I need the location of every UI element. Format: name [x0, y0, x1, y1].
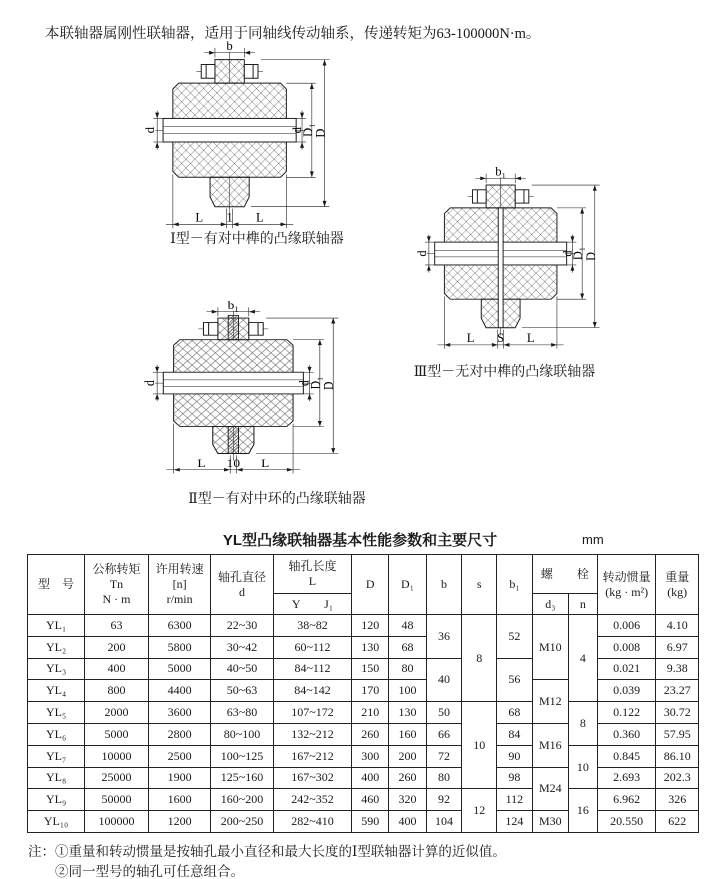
dim-label-d-right: d	[296, 380, 312, 387]
table-cell: 150	[352, 658, 389, 680]
table-cell: 72	[426, 745, 462, 767]
table-cell: 0.006	[597, 615, 655, 637]
table-cell: 112	[496, 789, 532, 811]
table-cell: 12	[462, 789, 497, 833]
table-cell: 300	[352, 745, 389, 767]
table-row	[28, 789, 699, 811]
table-cell: M30	[532, 811, 568, 833]
table-body	[28, 615, 699, 833]
table-cell: 3600	[148, 702, 210, 724]
table-cell: 1900	[148, 767, 210, 789]
type2-coupling-drawing	[118, 300, 360, 486]
table-cell: 400	[85, 658, 149, 680]
table-cell: 30.72	[656, 702, 699, 724]
dim-label-D: D	[313, 128, 328, 138]
table-cell: YL₇	[28, 745, 85, 767]
table-cell: 125~160	[211, 767, 273, 789]
table-cell: 16	[568, 789, 597, 833]
dim-label-mid: S	[497, 331, 505, 345]
table-cell: 120	[352, 615, 389, 637]
table-cell: 6300	[148, 615, 210, 637]
table-cell: YL₂	[28, 636, 85, 658]
caption-type-3: Ⅲ型－无对中榫的凸缘联轴器	[413, 365, 596, 380]
table-row	[28, 723, 699, 745]
table-cell: YL₅	[28, 702, 85, 724]
table-row	[28, 658, 699, 680]
table-cell: 107~172	[273, 702, 351, 724]
unit-label: mm	[582, 532, 604, 547]
drawing-type-1	[120, 40, 350, 242]
table-cell: 9.38	[656, 658, 699, 680]
header-cell: D₁	[389, 555, 426, 615]
header-cell: 螺 栓	[532, 555, 597, 594]
table-cell: M10	[532, 615, 568, 680]
table-cell: YL₃	[28, 658, 85, 680]
table-cell: 52	[496, 615, 532, 659]
header-cell: 轴孔直径 d	[211, 555, 273, 615]
note-prefix: 注：	[28, 844, 55, 859]
table-row	[28, 702, 699, 724]
note-item-2: ②同一型号的轴孔可任意组合。	[55, 863, 244, 879]
table-cell: M12	[532, 680, 568, 724]
dim-label-d-left: d	[142, 380, 158, 387]
table-cell: 132~212	[273, 723, 351, 745]
table-cell: 460	[352, 789, 389, 811]
table-cell: 84	[496, 723, 532, 745]
drawing-type-2	[118, 300, 360, 486]
table-cell: 80	[426, 767, 462, 789]
table-cell: M16	[532, 723, 568, 767]
table-cell: 200	[85, 636, 149, 658]
dim-label-L-left: L	[197, 456, 206, 470]
dim-label-d1: D₁	[571, 246, 586, 261]
table-cell: 200~250	[211, 811, 273, 833]
table-cell: 80	[389, 658, 426, 680]
dim-label-d1: D₁	[308, 376, 324, 390]
dim-label-L-right: L	[526, 331, 535, 345]
table-cell: 5800	[148, 636, 210, 658]
table-cell: 50000	[85, 789, 149, 811]
drawing-type-3	[392, 166, 620, 362]
spec-table	[27, 554, 699, 833]
table-cell: 4400	[148, 680, 210, 702]
table-row	[28, 811, 699, 833]
table-cell: 100	[389, 680, 426, 702]
table-cell: 57.95	[656, 723, 699, 745]
dim-label-D: D	[583, 251, 598, 261]
table-cell: 800	[85, 680, 149, 702]
table-cell: 622	[656, 811, 699, 833]
caption-type-2: Ⅱ型－有对中环的凸缘联轴器	[188, 492, 366, 507]
table-cell: 260	[389, 767, 426, 789]
dim-label-L-right: L	[256, 210, 264, 225]
table-cell: 100~125	[211, 745, 273, 767]
table-cell: 260	[352, 723, 389, 745]
header-cell: 型 号	[28, 555, 85, 615]
table-cell: 2000	[85, 702, 149, 724]
dim-label-L-left: L	[195, 210, 204, 225]
table-cell: 170	[352, 680, 389, 702]
table-cell: 66	[426, 723, 462, 745]
table-cell: 40~50	[211, 658, 273, 680]
table-title: YL型凸缘联轴器基本性能参数和主要尺寸	[222, 532, 498, 549]
table-header	[28, 555, 699, 615]
table-cell: 86.10	[656, 745, 699, 767]
table-cell: 2800	[148, 723, 210, 745]
header-subcell: Y J₁	[273, 594, 351, 615]
table-cell: 0.008	[597, 636, 655, 658]
header-cell: 许用转速 [n] r/min	[148, 555, 210, 615]
table-cell: 167~302	[273, 767, 351, 789]
table-cell: 1200	[148, 811, 210, 833]
table-cell: 60~112	[273, 636, 351, 658]
intro-paragraph: 本联轴器属刚性联轴器，适用于同轴线传动轴系，传递转矩为63-100000N·m。	[45, 25, 541, 42]
header-cell: 轴孔长度 L	[273, 555, 351, 594]
table-cell: 202.3	[656, 767, 699, 789]
dim-label-mid: 1	[226, 210, 233, 225]
table-cell: 326	[656, 789, 699, 811]
table-cell: M24	[532, 767, 568, 811]
table-cell: 0.845	[597, 745, 655, 767]
table-row	[28, 636, 699, 658]
table-cell: 320	[389, 789, 426, 811]
table-cell: 124	[496, 811, 532, 833]
table-cell: 200	[389, 745, 426, 767]
header-cell: b₁	[496, 555, 532, 615]
table-cell: 2500	[148, 745, 210, 767]
table-cell: YL₄	[28, 680, 85, 702]
table-cell: 6.97	[656, 636, 699, 658]
table-cell: 104	[426, 811, 462, 833]
note-line-2	[28, 862, 718, 879]
table-cell: 48	[389, 615, 426, 637]
table-cell: YL₈	[28, 767, 85, 789]
table-cell: 36	[426, 615, 462, 659]
table-cell: 4.10	[656, 615, 699, 637]
table-cell: 90	[496, 745, 532, 767]
table-cell: 210	[352, 702, 389, 724]
table-cell: 5000	[148, 658, 210, 680]
table-cell: 38~82	[273, 615, 351, 637]
table-cell: 63~80	[211, 702, 273, 724]
notes	[28, 842, 718, 879]
table-row	[28, 745, 699, 767]
table-row	[28, 680, 699, 702]
table-cell: YL₉	[28, 789, 85, 811]
table-cell: 242~352	[273, 789, 351, 811]
table-cell: 590	[352, 811, 389, 833]
table-cell: YL₁₀	[28, 811, 85, 833]
table-cell: 50	[426, 702, 462, 724]
table-cell: 1600	[148, 789, 210, 811]
table-cell: 23.27	[656, 680, 699, 702]
header-cell: D	[352, 555, 389, 615]
table-row	[28, 615, 699, 637]
table-cell: 92	[426, 789, 462, 811]
type1-coupling-drawing	[120, 40, 350, 242]
table-cell: 98	[496, 767, 532, 789]
table-cell: 400	[352, 767, 389, 789]
dim-label-mid: 10	[226, 456, 241, 470]
dim-label-d-left: d	[143, 127, 158, 134]
dim-label-d-left: d	[414, 250, 429, 257]
table-cell: 56	[496, 658, 532, 702]
note-item-1: ①重量和转动惯量是按轴孔最小直径和最大长度的Ⅰ型联轴器计算的近似值。	[55, 844, 506, 859]
table-cell: 0.039	[597, 680, 655, 702]
table-cell: 68	[496, 702, 532, 724]
header-subcell: n	[568, 594, 597, 615]
header-cell: s	[462, 555, 497, 615]
table-cell: 84~112	[273, 658, 351, 680]
dim-label-d-right: d	[290, 127, 305, 134]
table-cell: 84~142	[273, 680, 351, 702]
table-cell: 4	[568, 615, 597, 702]
table-cell: 20.550	[597, 811, 655, 833]
table-cell: 10	[462, 702, 497, 789]
dim-label-b1: b₁	[227, 300, 240, 312]
header-cell: b	[426, 555, 462, 615]
header-cell: 公称转矩 Tn N · m	[85, 555, 149, 615]
table-cell: 50~63	[211, 680, 273, 702]
dim-label-D: D	[321, 381, 337, 391]
table-cell: 160	[389, 723, 426, 745]
table-cell: 40	[426, 658, 462, 702]
table-cell: 22~30	[211, 615, 273, 637]
table-cell: 0.122	[597, 702, 655, 724]
table-cell: 167~212	[273, 745, 351, 767]
dim-label-L-right: L	[261, 456, 270, 470]
header-cell: 重量 (kg)	[656, 555, 699, 615]
table-cell: 8	[568, 702, 597, 746]
table-cell: 160~200	[211, 789, 273, 811]
table-cell: 8	[462, 615, 497, 702]
dim-label-d-right: d	[560, 250, 575, 257]
table-cell: 25000	[85, 767, 149, 789]
table-cell: 5000	[85, 723, 149, 745]
type3-coupling-drawing	[392, 166, 620, 362]
table-row	[28, 767, 699, 789]
table-cell: 130	[389, 702, 426, 724]
table-cell: 0.021	[597, 658, 655, 680]
table-cell: 63	[85, 615, 149, 637]
dim-label-b: b	[226, 40, 233, 53]
table-cell: 282~410	[273, 811, 351, 833]
table-cell: YL₆	[28, 723, 85, 745]
header-subcell: d₃	[532, 594, 568, 615]
note-line-1	[28, 842, 718, 862]
dim-label-d1: D₁	[300, 123, 315, 138]
table-cell: 130	[352, 636, 389, 658]
table-cell: 68	[389, 636, 426, 658]
caption-type-1: Ⅰ型－有对中榫的凸缘联轴器	[170, 232, 344, 247]
table-cell: YL₁	[28, 615, 85, 637]
table-cell: 2.693	[597, 767, 655, 789]
table-cell: 10	[568, 745, 597, 789]
header-cell: 转动惯量 (kg · m²)	[597, 555, 655, 615]
table-cell: 10000	[85, 745, 149, 767]
table-cell: 0.360	[597, 723, 655, 745]
table-cell: 6.962	[597, 789, 655, 811]
dim-label-L-left: L	[466, 331, 475, 345]
table-cell: 30~42	[211, 636, 273, 658]
table-cell: 400	[389, 811, 426, 833]
table-cell: 80~100	[211, 723, 273, 745]
dim-label-b1: b₁	[495, 166, 507, 179]
table-cell: 100000	[85, 811, 149, 833]
